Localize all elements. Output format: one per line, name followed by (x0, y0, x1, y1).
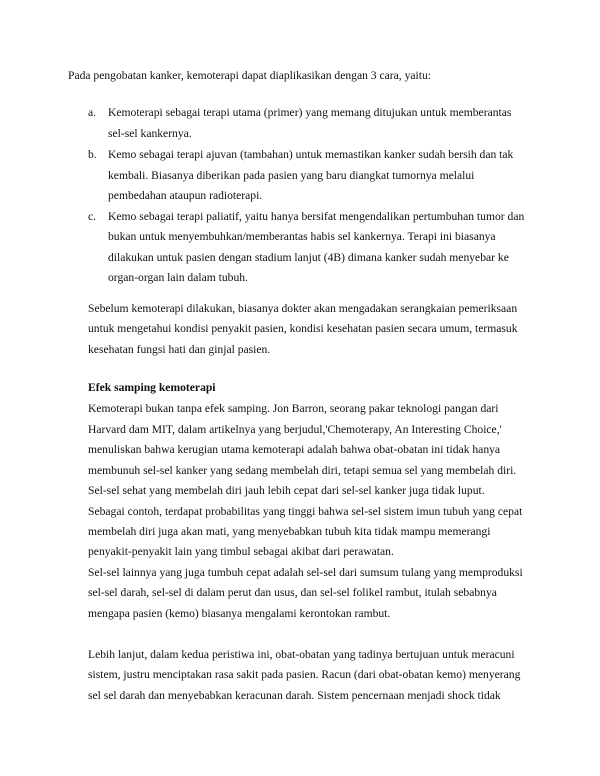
paragraph-line: Sebelum kemoterapi dilakukan, biasanya dokter akan mengadakan serangkaian pemeriksaan (88, 302, 518, 315)
list-item-b-line: kembali. Biasanya diberikan pada pasien yang baru diangkat tumornya melalui (108, 169, 475, 182)
paragraph-line: sel-sel darah, sel-sel di dalam perut dan usus, dan sel-sel folikel rambut, itulah sebabnya (88, 586, 497, 599)
section-heading: Efek samping kemoterapi (88, 381, 216, 394)
list-item-c-line: organ-organ lain dalam tubuh. (108, 271, 248, 284)
paragraph-line: penyakit-penyakit lain yang timbul sebagai akibat dari perawatan. (88, 545, 394, 558)
list-marker-a: a. (88, 106, 97, 119)
list-item-c-line: bukan untuk menyembuhkan/memberantas habis sel kankernya. Terapi ini biasanya (108, 230, 496, 243)
paragraph-line: membelah diri juga akan mati, yang menyebabkan tubuh kita tidak mampu memerangi (88, 525, 491, 538)
list-item-a-line: sel-sel kankernya. (108, 127, 192, 140)
intro-text: Pada pengobatan kanker, kemoterapi dapat diaplikasikan dengan 3 cara, yaitu: (68, 69, 431, 82)
paragraph-line: sel sel darah dan menyebabkan keracunan darah. Sistem pencernaan menjadi shock tidak (88, 689, 501, 702)
list-item-c-line: dilakukan untuk pasien dengan stadium lanjut (4B) dimana kanker sudah menyebar ke (108, 251, 509, 264)
list-item-c-line: Kemo sebagai terapi paliatif, yaitu hanya bersifat mengendalikan pertumbuhan tumor dan (108, 210, 525, 223)
list-item-a-line: Kemoterapi sebagai terapi utama (primer) yang memang ditujukan untuk memberantas (108, 106, 512, 119)
paragraph-line: Sebagai contoh, terdapat probabilitas yang tinggi bahwa sel-sel sistem imun tubuh yang cepat (88, 505, 523, 518)
paragraph-line: Kemoterapi bukan tanpa efek samping. Jon Barron, seorang pakar teknologi pangan dari (88, 402, 499, 415)
paragraph-line: membunuh sel-sel kanker yang sedang membelah diri, tetapi semua sel yang membelah diri. (88, 464, 517, 477)
list-marker-c: c. (88, 210, 97, 223)
list-item-b-line: pembedahan ataupun radioterapi. (108, 189, 263, 202)
paragraph-line: Harvard dam MIT, dalam artikelnya yang berjudul,'Chemoterapy, An Interesting Choice,' (88, 423, 502, 436)
paragraph-line: Sel-sel lainnya yang juga tumbuh cepat adalah sel-sel dari sumsum tulang yang memproduksi (88, 566, 523, 579)
paragraph-line: kesehatan fungsi hati dan ginjal pasien. (88, 343, 271, 356)
list-item-b-line: Kemo sebagai terapi ajuvan (tambahan) untuk memastikan kanker sudah bersih dan tak (108, 148, 514, 161)
paragraph-line: Lebih lanjut, dalam kedua peristiwa ini, obat-obatan yang tadinya bertujuan untuk meracuni (88, 648, 515, 661)
paragraph-line: mengapa pasien (kemo) biasanya mengalami kerontokan rambut. (88, 607, 391, 620)
list-marker-b: b. (88, 148, 97, 161)
paragraph-line: untuk mengetahui kondisi penyakit pasien, kondisi kesehatan pasien secara umum, termasuk (88, 322, 518, 335)
paragraph-line: menuliskan bahwa kerugian utama kemoterapi adalah bahwa obat-obatan ini tidak hanya (88, 443, 501, 456)
paragraph-line: Sel-sel sehat yang membelah diri jauh lebih cepat dari sel-sel kanker juga tidak luput. (88, 484, 485, 497)
paragraph-line: sistem, justru menciptakan rasa sakit pada pasien. Racun (dari obat-obatan kemo) menyerang (88, 668, 521, 681)
